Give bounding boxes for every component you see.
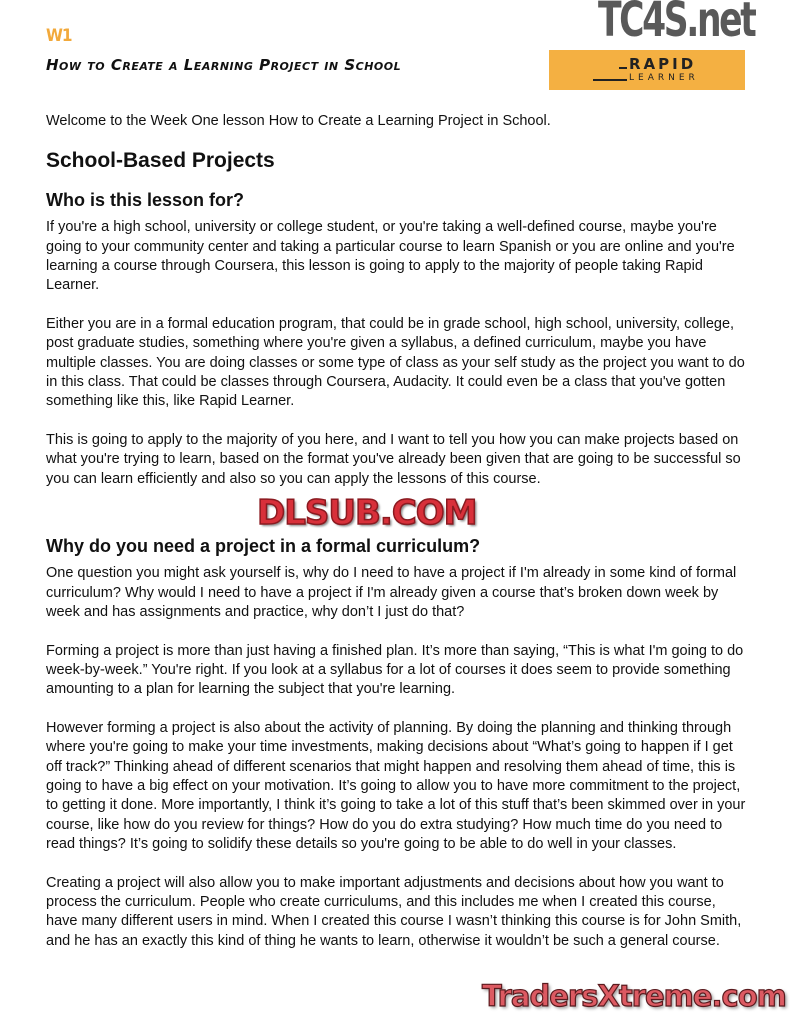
paragraph: Forming a project is more than just having a finished plan. It’s more than saying, “This is what I'm going to do week-by-week.” You're right. If you look at a syllabus for a lot of courses it does seem to provide something amounting to a plan for learning the subject that you're learning. [46,642,744,698]
paragraph: However forming a project is also about the activity of planning. By doing the planning and thinking through where you're going to make your time investments, making decisions about “What’s going to happen if I get off track?” Thinking ahead of different scenarios that might happen and resolving them ahead of time, this is going to have a big effect on your motivation. It’s going to allow you to have more commitment to the project, to getting it done. More importantly, I think it’s going to take a lot of this stuff that’s been skimmed over in your course, like how do you review for things? How do you do extra studying? How much time do you need to read things? It’s going to solidify these details so you're going to be able to do well in your classes. [46,720,746,852]
paragraph: Creating a project will also allow you to make important adjustments and decisions about how you want to process the curriculum. People who create curriculums, and this includes me when I created this course, have many different users in mind. When I created this course I wasn’t thinking this course is for John Smith, and he has an exactly this kind of thing he wants to learn, otherwise it wouldn’t be such a general course. [46,874,742,949]
logo-bar [593,79,627,81]
section-heading: Who is this lesson for? [46,190,245,211]
watermark-bottom: TradersXtreme.com [482,979,786,1013]
section-title: School-Based Projects [46,148,275,172]
watermark-middle: DLSUB.COM [257,492,477,533]
watermark-top: TC4S.net [598,0,755,48]
paragraph: If you're a high school, university or college student, or you're taking a well-defined course, maybe you're going to your community center and taking a particular course to learn Spanish or you are online and you're learning a course through Coursera, this lesson is going to apply to the majority of people taking Rapid Learner. [46,219,735,294]
intro-paragraph: Welcome to the Week One lesson How to Create a Learning Project in School. [46,113,551,129]
logo-bar [619,67,627,69]
rapid-learner-logo [549,50,745,90]
logo-line2: LEARNER [629,73,699,83]
logo-line1: RAPID [629,55,697,73]
document-title: How to Create a Learning Project in School [46,56,402,74]
paragraph: Either you are in a formal education program, that could be in grade school, high school, university, college, post graduate studies, something where you're given a syllabus, a defined curriculum, maybe you have multiple classes. You are doing classes or some type of class as your self study as the project you want to do in this class. That could be classes through Coursera, Audacity. It could even be a class that you've gotten something like this, like Rapid Learner. [46,316,745,410]
paragraph: One question you might ask yourself is, why do I need to have a project if I'm already in some kind of formal curriculum? Why would I need to have a project if I'm already given a course that’s broken down week by week and has assignments and practice, why don’t I just do that? [46,565,737,620]
paragraph: This is going to apply to the majority of you here, and I want to tell you how you can make projects based on what you're trying to learn, based on the format you've already been given that are going to be successful so you can learn efficiently and also so you can apply the lessons of this course. [46,432,741,487]
week-label: W1 [46,26,72,46]
document-body [46,112,751,970]
section-heading: Why do you need a project in a formal curriculum? [46,535,481,556]
